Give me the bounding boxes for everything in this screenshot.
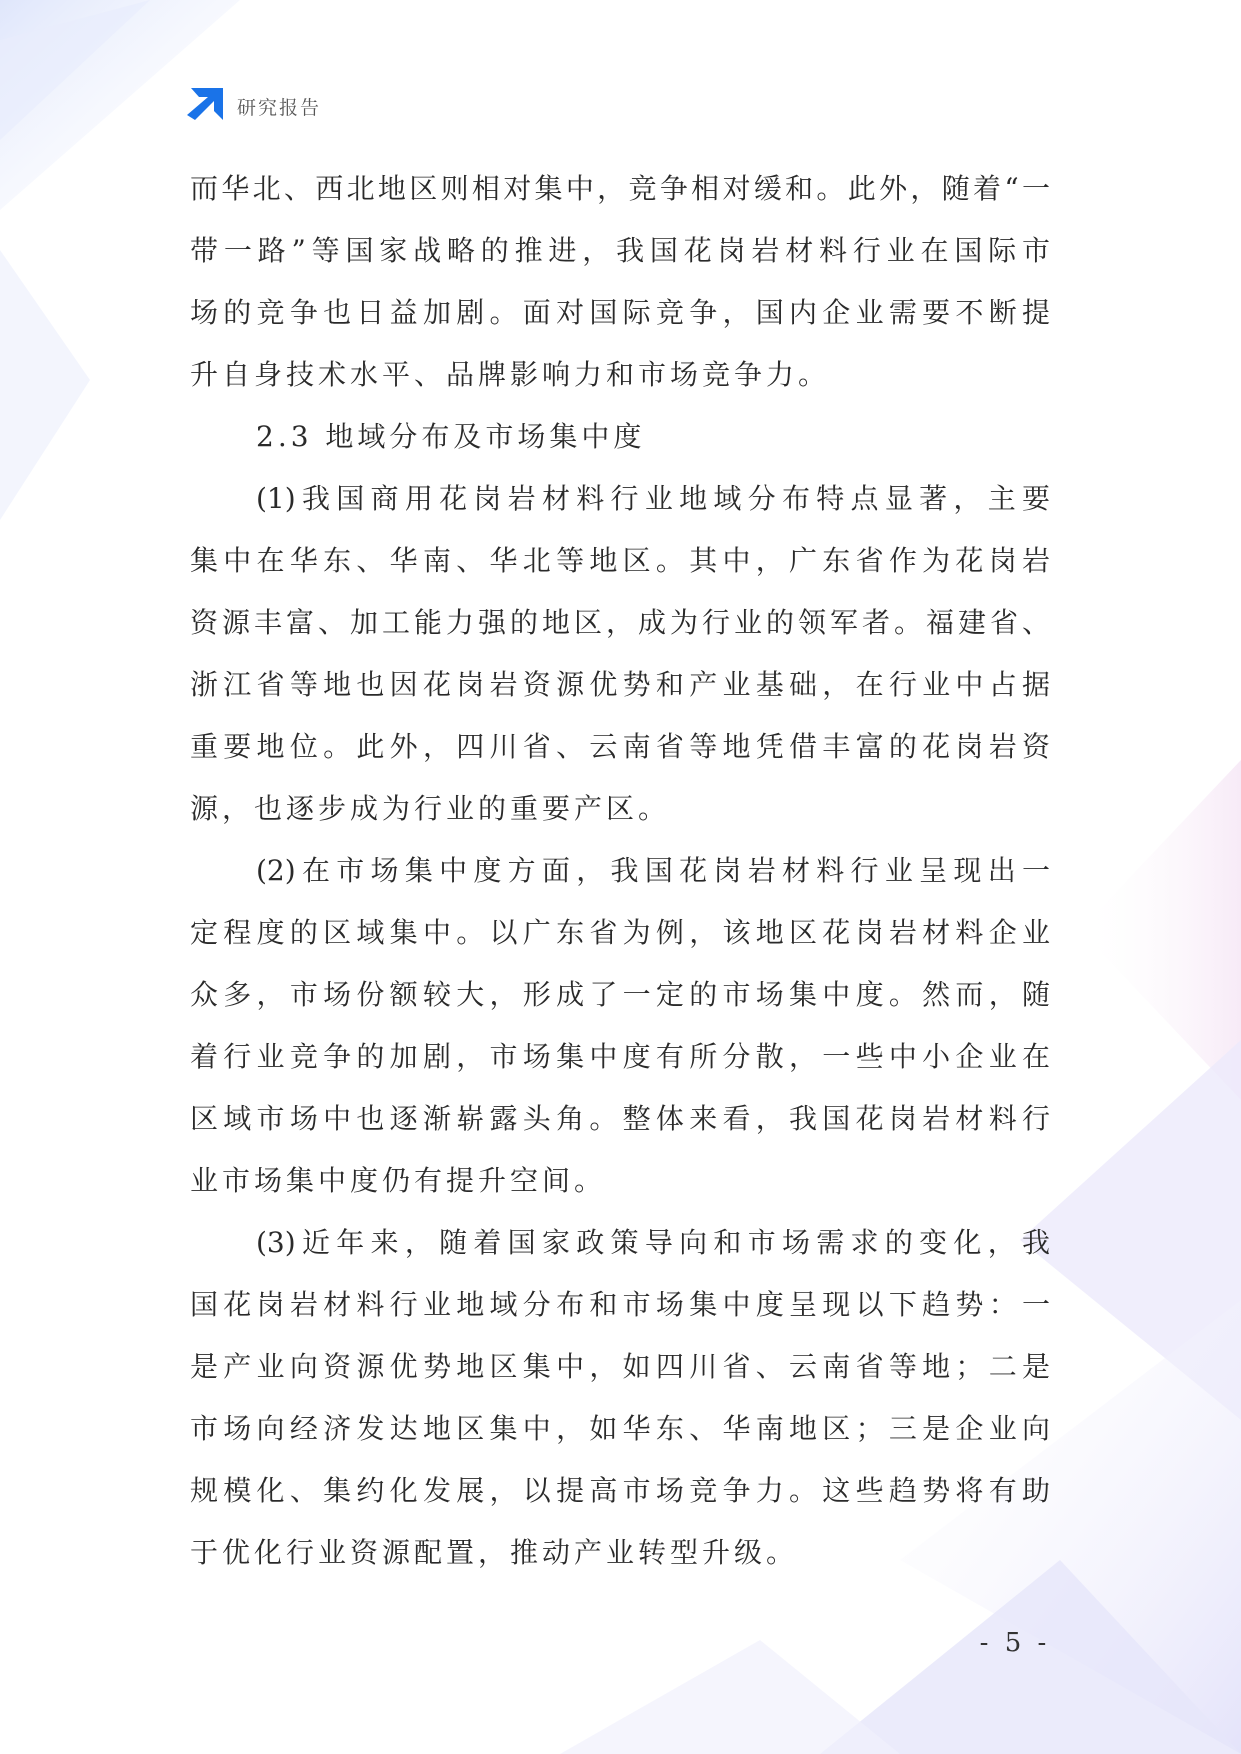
text-line: 浙江省等地也因花岗岩资源优势和产业基础，在行业中占据: [190, 668, 1050, 701]
header-title: 研究报告: [237, 96, 322, 119]
text-line: 众多，市场份额较大，形成了一定的市场集中度。然而，随: [190, 978, 1050, 1011]
text-line: 规模化、集约化发展，以提高市场竞争力。这些趋势将有助: [190, 1474, 1050, 1507]
text-line: (3)近年来，随着国家政策导向和市场需求的变化，我: [256, 1226, 1050, 1259]
text-line: 资源丰富、加工能力强的地区，成为行业的领军者。福建省、: [190, 606, 1050, 639]
paragraph: [190, 468, 1050, 840]
page-number: - 5 -: [979, 1628, 1051, 1658]
text-line: 着行业竞争的加剧，市场集中度有所分散，一些中小企业在: [190, 1040, 1050, 1073]
text-line: 业市场集中度仍有提升空间。: [190, 1164, 607, 1197]
text-line: 市场向经济发达地区集中，如华东、华南地区；三是企业向: [190, 1412, 1050, 1445]
text-line: 场的竞争也日益加剧。面对国际竞争，国内企业需要不断提: [190, 296, 1050, 329]
text-line: 重要地位。此外，四川省、云南省等地凭借丰富的花岗岩资: [190, 730, 1050, 763]
text-line: 而华北、西北地区则相对集中，竞争相对缓和。此外，随着“一: [190, 172, 1050, 205]
arrow-logo-icon: [187, 88, 223, 124]
text-line: 区域市场中也逐渐崭露头角。整体来看，我国花岗岩材料行: [190, 1102, 1050, 1135]
section-heading-text: 2.3 地域分布及市场集中度: [256, 420, 646, 453]
paragraph: [190, 158, 1050, 406]
paragraph: [190, 1212, 1050, 1584]
text-line: (2)在市场集中度方面，我国花岗岩材料行业呈现出一: [256, 854, 1050, 887]
text-line: 集中在华东、华南、华北等地区。其中，广东省作为花岗岩: [190, 544, 1050, 577]
report-header: [187, 88, 321, 124]
text-line: 源，也逐步成为行业的重要产区。: [190, 792, 671, 825]
text-line: 于优化行业资源配置，推动产业转型升级。: [190, 1536, 799, 1569]
text-line: 升自身技术水平、品牌影响力和市场竞争力。: [190, 358, 831, 391]
text-line: 是产业向资源优势地区集中，如四川省、云南省等地；二是: [190, 1350, 1050, 1383]
text-line: 定程度的区域集中。以广东省为例，该地区花岗岩材料企业: [190, 916, 1050, 949]
text-line: 带一路”等国家战略的推进，我国花岗岩材料行业在国际市: [190, 234, 1050, 267]
text-line: (1)我国商用花岗岩材料行业地域分布特点显著，主要: [256, 482, 1050, 515]
document-body: [190, 158, 1050, 1584]
section-heading: [190, 406, 1050, 468]
paragraph: [190, 840, 1050, 1212]
text-line: 国花岗岩材料行业地域分布和市场集中度呈现以下趋势：一: [190, 1288, 1050, 1321]
